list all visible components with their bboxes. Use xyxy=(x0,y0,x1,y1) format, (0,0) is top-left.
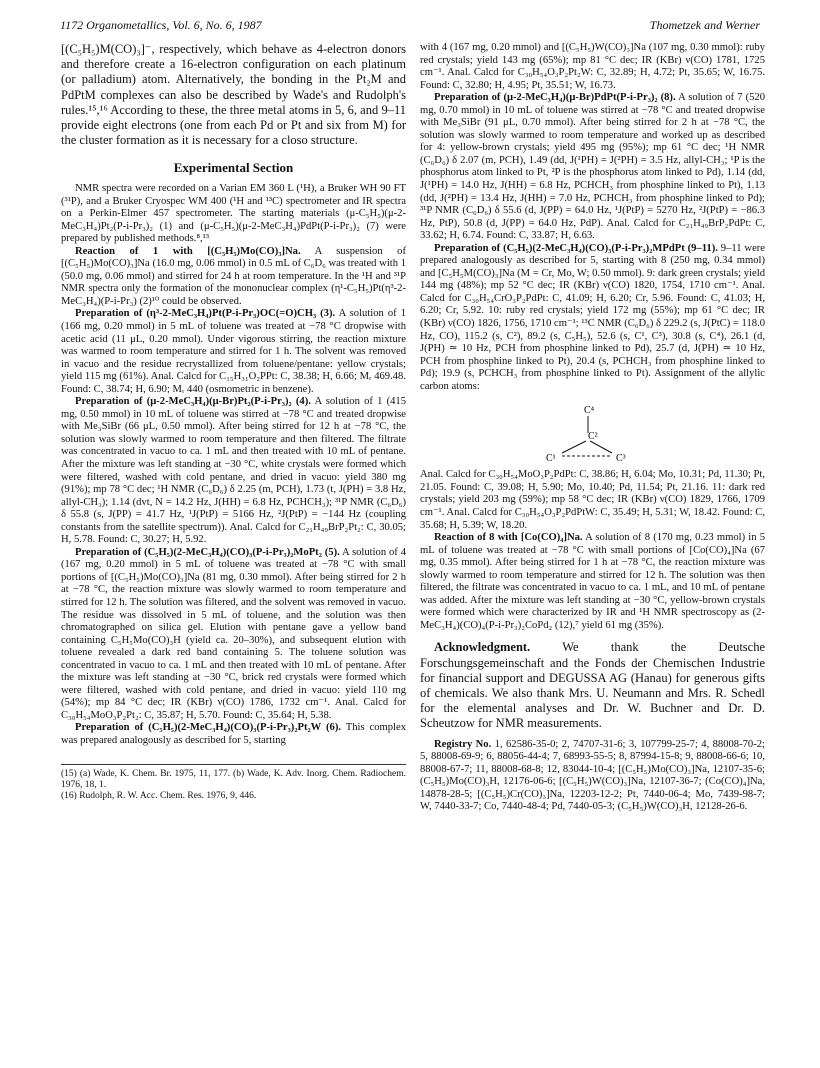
label-c4: C⁴ xyxy=(584,405,595,417)
nmr-paragraph: NMR spectra were recorded on a Varian EM 360 L (¹H), a Bruker WH 90 FT (³¹P), and a Bruker Cryospec WM 400 (¹H and ¹³C) spectrometer and IR spectra on a Perkin-Elmer 457 spectrometer. The starting materials (μ-C₅H₅)(μ-2-MeC₃H₄)Pt₂(P-i-Pr₃)₂ (1) and (μ-C₅H₅)(μ-2-MeC₃H₄)PdPt(P-i-Pr₃)₂ (7) were prepared by published methods.⁸,¹³ xyxy=(61,182,406,245)
prep-3-body: A solution of 1 (166 mg, 0.20 mmol) in 5 mL of toluene was treated at −78 °C dropwise with acetic acid (11 μL, 0.20 mmol). Under vigorous stirring, the reaction mixture was warmed to room temperature and stirred for 1 h. The solvent was removed in vacuo and the residue recrystallized from toluene/pentane: yellow crystals; yield 115 mg (61%). Anal. Calcd for C₁₅H₃₁O₂PPt: C, 38.38; H, 6.66; Mᵣ 469.48. Found: C, 38.74; H, 6.90; Mᵣ 440 (osmometric in benzene). xyxy=(61,308,406,395)
acknowledgment-paragraph xyxy=(420,640,765,731)
prep-5-body: A solution of 4 (167 mg, 0.20 mmol) in 5 mL of toluene was treated at −78 °C with small portions of [(C₅H₅)Mo(CO)₃]Na (81 mg, 0.30 mmol). After being stirred for 2 h at −78 °C, the reaction mixture was slowly warmed to room temperature and stirred for 12 h. The solution was filtered, and the solvent was removed in vacuo. The residue was dissolved in 5 mL of toluene, and the solution was then chromatographed on silica gel. Elution with pentane gave a yellow band containing C₅H₅Mo(CO)₃H (yield ca. 20–30%), and subsequent elution with toluene revealed a dark red band containing 5. The toluene solution was concentrated in vacuo to ca. 1 mL and then treated with 10 mL of pentane. After the mixture was left standing at −30 °C, brick red crystals were formed which were filtered, washed with cold pentane, and dried in vacuo: yield 110 mg (54%); mp 84 °C dec; IR (KBr) ν(CO) 1786, 1732 cm⁻¹. Anal. Calcd for C₃₀H₅₄MoO₃P₂Pt₂: C, 35.87; H, 5.70. Found: C, 35.64; H, 5.38. xyxy=(61,546,406,721)
prep-6-title: Preparation of (C₅H₅)(2-MeC₃H₄)(CO)₃(P-i-Pr₃)₂Pt₂W (6). xyxy=(75,722,342,734)
footnotes xyxy=(61,764,406,803)
prep-8-body: A solution of 7 (520 mg, 0.70 mmol) in 10 mL of toluene was stirred at −78 °C and treated dropwise with Me₃SiBr (91 μL, 0.70 mmol). After being stirred for 2 h at −78 °C, the solution was slowly warmed to room temperature and worked up as described for 4: yellow-brown crystals; yield 495 mg (95%); mp 61 °C dec; ¹H NMR (C₆D₆) δ 2.07 (m, PCH), 1.49 (dd, J(¹PH) = J(²PH) = 3.5 Hz, allyl-CH₃; ¹P is the phosphorus atom linked to Pt, ²P is the phosphorus atom linked to Pd), 1.14 (dd, J(¹PH) = 14.0 Hz, J(HH) = 6.8 Hz, PCHCH₃ from phosphine linked to Pt), 1.13 (dd, J(²PH) = 13.4 Hz, J(HH) = 7.0 Hz, PCHCH₃ from phosphine linked to Pd); ³¹P NMR (C₆D₆) δ 55.6 (d, J(PP) = 64.0 Hz, ¹J(PtP) = 5270 Hz, ²J(PtP) = −86.3 Hz, PtP), 50.8 (d, J(PP) = 64.0 Hz, PdP). Anal. Calcd for C₂₁H₄₉BrP₂PdPt: C, 33.62; H, 6.74. Found: C, 33.87; H, 6.63. xyxy=(420,92,766,242)
footnote-15: (15) (a) Wade, K. Chem. Br. 1975, 11, 177. (b) Wade, K. Adv. Inorg. Chem. Radiochem. 1976, 18, 1. xyxy=(61,768,406,790)
intro-paragraph: [(C₅H₅)M(CO)₃]⁻, respectively, which behave as 4-electron donors and therefore create a 16-electron configuration on each platinum (or palladium) atom. Alternatively, the bonding in the Pt₂M and PdPtM complexes can also be described by Wade's and Rudolph's rules.¹⁵,¹⁶ According to these, the three metal atoms in 5, 6, and 9–11 provide eight electrons (one from each Pd or Pt and six from M) for the cluster formation as it is necessary for a closo structure. xyxy=(61,42,406,148)
label-c1: C¹ xyxy=(546,453,556,464)
acknowledgment-body: We thank the Deutsche Forschungsgemeinschaft and the Fonds der Chemischen Industrie for financial support and DEGUSSA AG (Hanau) for generous gifts of chemicals. We also thank Mrs. U. Neumann and Mrs. R. Schedl for the elemental analyses and Dr. W. Buchner and Dr. D. Scheutzow for NMR measurements. xyxy=(420,640,765,731)
reaction-1-paragraph xyxy=(61,246,406,309)
right-column xyxy=(420,42,765,814)
reaction-1-body: A suspension of [(C₅H₅)Mo(CO)₃]Na (16.0 mg, 0.06 mmol) in 0.5 mL of C₆D₆ was treated with 1 (50.0 mg, 0.06 mmol) and stirred for 24 h at room temperature. In the ¹H and ³¹P NMR spectra only the formation of the mononuclear complex (η¹-C₅H₅)Pt(η³-2-MeC₃H₄)(P-i-Pr₃) (2)¹⁰ could be observed. xyxy=(61,245,407,307)
prep-9-11-body: 9–11 were prepared analogously as described for 5, starting with 8 (250 mg, 0.34 mmol) and [C₅H₅M(CO)₃]Na (M = Cr, Mo, W; 0.50 mmol). 9: dark green crystals; yield 144 mg (48%); mp 52 °C dec; IR (KBr) ν(CO) 1820, 1754, 1710 cm⁻¹. Anal. Calcd for C₃₀H₅₄CrO₃P₂PdPt: C, 41.09; H, 6.20; Cr, 5.96. Found: C, 41.03; H, 6.20; Cr, 5.92. 10: ruby red crystals; yield 172 mg (55%); mp 61 °C dec; IR (KBr) ν(CO) 1826, 1756, 1710 cm⁻¹; ¹³C NMR (C₆D₆) δ 229.2 (s, J(PtC) = 118.0 Hz, CO), 115.2 (s, C²), 89.2 (s, C₅H₅), 52.6 (s, C¹, C³), 30.8 (s, C⁴), 26.1 (d, J(PH) ≃ 10 Hz, PCH from phosphine linked to Pd), 25.7 (d, J(PH) ≃ 10 Hz, PCH from phosphine linked to Pt), 20.4 (s, PCHCH₃ from phosphine linked to Pd); 19.9 (s, PCHCH₃ from phosphine linked to Pt). Assignment of the allylic carbon atoms: xyxy=(420,242,765,392)
header-journal-citation: 1172 Organometallics, Vol. 6, No. 6, 1987 xyxy=(60,18,262,32)
acknowledgment-title: Acknowledgment. xyxy=(434,640,531,655)
prep-5-title: Preparation of (C₅H₅)(2-MeC₃H₄)(CO)₃(P-i-Pr₃)₂MoPt₂ (5). xyxy=(75,546,340,558)
prep-4-body: A solution of 1 (415 mg, 0.50 mmol) in 10 mL of toluene was stirred at −78 °C and treated dropwise with Me₃SiBr (66 μL, 0.50 mmol). After being stirred for 12 h at −78 °C, the solution was slowly warmed to room temperature and then filtered. The filtrate was concentrated in vacuo to ca. 1 mL and then treated with 10 mL of pentane. After the mixture was left standing at −30 °C, white crystals were formed which were filtered, washed with cold pentane, and dried in vacuo: yield 380 mg (91%); mp 78 °C dec; ¹H NMR (C₆D₆) δ 2.25 (m, PCH), 1.73 (t, J(PH) = 3.8 Hz, allyl-CH₃); 1.14 (dvt, N = 14.2 Hz, J(HH) = 6.8 Hz, PCHCH₃); ³¹P NMR (C₆D₆) δ 55.8 (s, J(PP) = 41.7 Hz, ¹J(PtP) = 5166 Hz, ²J(PtP) = −144 Hz (coupling constants from the satellite spectrum)). Anal. Calcd for C₂₁H₄₉BrP₂Pt₂: C, 30.05; H, 5.78. Found: C, 30.27; H, 5.92. xyxy=(61,396,406,546)
allyl-carbon-diagram xyxy=(420,401,765,463)
prep-5-paragraph xyxy=(61,547,406,723)
allyl-structure-figure xyxy=(538,401,648,463)
reaction-1-title: Reaction of 1 with [(C₅H₅)Mo(CO)₃]Na. xyxy=(75,245,301,257)
left-column xyxy=(61,42,406,802)
prep-8-paragraph xyxy=(420,92,765,243)
running-header xyxy=(60,18,760,34)
header-authors: Thometzek and Werner xyxy=(649,18,760,32)
prep-9-11-paragraph xyxy=(420,243,765,394)
reaction-8-title: Reaction of 8 with [Co(CO)₄]Na. xyxy=(434,532,583,544)
prep-6-body: This complex was prepared analogously as described for 5, starting xyxy=(61,722,406,747)
prep-3-title: Preparation of (η³-2-MeC₃H₄)Pt(P-i-Pr₃)OC(=O)CH₃ (3). xyxy=(75,308,336,320)
prep-6-paragraph xyxy=(61,722,406,747)
prep-6-continued: with 4 (167 mg, 0.20 mmol) and [(C₅H₅)W(CO)₃]Na (107 mg, 0.30 mmol): ruby red crystals; yield 143 mg (65%); mp 81 °C dec; IR (KBr) ν(CO) 1781, 1725 cm⁻¹. Anal. Calcd for C₃₀H₅₄O₃P₂Pt₂W: C, 32.89; H, 4.72; Pt, 35.65; W, 16.75. Found: C, 32.80; H, 4.95; Pt, 35.51; W, 16.73. xyxy=(420,42,765,91)
label-c2: C² xyxy=(588,431,598,443)
prep-3-paragraph xyxy=(61,308,406,396)
registry-title: Registry No. xyxy=(434,738,492,750)
footnote-16: (16) Rudolph, R. W. Acc. Chem. Res. 1976, 9, 446. xyxy=(61,791,257,802)
analysis-paragraph: Anal. Calcd for C₃₀H₅₄MoO₃P₂PdPt: C, 38.86; H, 6.04; Mo, 10.31; Pd, 11.30; Pt, 21.05. Found: C, 39.08; H, 5.90; Mo, 10.40; Pd, 11.54; Pt, 21.16. 11: dark red crystals; yield 203 mg (59%); mp 58 °C dec; IR (KBr) ν(CO) 1829, 1766, 1709 cm⁻¹. Anal. Calcd for C₃₀H₅₄O₃P₂PdPtW: C, 35.49; H, 5.31; W, 18.42. Found: C, 35.68; H, 5.39; W, 18.20. xyxy=(420,469,765,531)
prep-9-11-title: Preparation of (C₅H₅)(2-MeC₃H₄)(CO)₃(P-i-Pr₃)₂MPdPt (9–11). xyxy=(434,242,718,254)
prep-4-title: Preparation of (μ-2-MeC₃H₄)(μ-Br)Pt₂(P-i-Pr₃)₂ (4). xyxy=(75,396,311,408)
prep-4-paragraph xyxy=(61,396,406,547)
registry-body: 1, 62586-35-0; 2, 74707-31-6; 3, 107799-25-7; 4, 88008-70-2; 5, 88008-69-9; 6, 88056-44-4; 7, 68993-55-5; 8, 87994-15-8; 9, 88008-66-6; 10, 88008-67-7; 11, 88008-68-8; 12, 83044-10-4; [(C₅H₅)Mo(CO)₃]Na, 12107-35-6; (C₅H₅)Mo(CO)₃H, 12176-06-6; [(C₅H₅)W(CO)₃]Na, 12107-36-7; (Co(CO)₄]Na, 14878-28-5; [(C₅H₅)Cr(CO)₃]Na, 12203-12-2; Pt, 7440-06-4; Mo, 7439-98-7; W, 7440-33-7; Co, 7440-48-4; Pd, 7440-05-3; (C₅H₅)W(CO)₃H, 12128-26-6. xyxy=(420,738,765,813)
bond-c2-c3 xyxy=(590,441,612,453)
label-c3: C³ xyxy=(616,453,626,464)
bond-c1-c2 xyxy=(562,441,586,453)
reaction-8-body: A solution of 8 (170 mg, 0.23 mmol) in 5 mL of toluene was treated at −78 °C with small portions of [Co(CO)₄]Na (67 mg, 0.35 mmol). After being stirred for 1 h at −78 °C, the reaction mixture was slowly warmed to room temperature and stirred for 12 h. The solution was then filtered, the filtrate was concentrated in vacuo to ca. 1 mL, and 10 mL of pentane was added. After the mixture was left standing at −30 °C, yellow-brown crystals were formed which were characterized by IR and ¹H NMR spectroscopy as (2-MeC₃H₄)(CO)₄(P-i-Pr₃)₂CoPd₂ (12),⁷ yield 61 mg (35%). xyxy=(420,532,766,631)
registry-paragraph xyxy=(420,739,765,814)
reaction-8-paragraph xyxy=(420,532,765,632)
prep-8-title: Preparation of (μ-2-MeC₃H₄)(μ-Br)PdPt(P-i-Pr₃)₂ (8). xyxy=(434,92,676,104)
section-title: Experimental Section xyxy=(173,160,294,176)
